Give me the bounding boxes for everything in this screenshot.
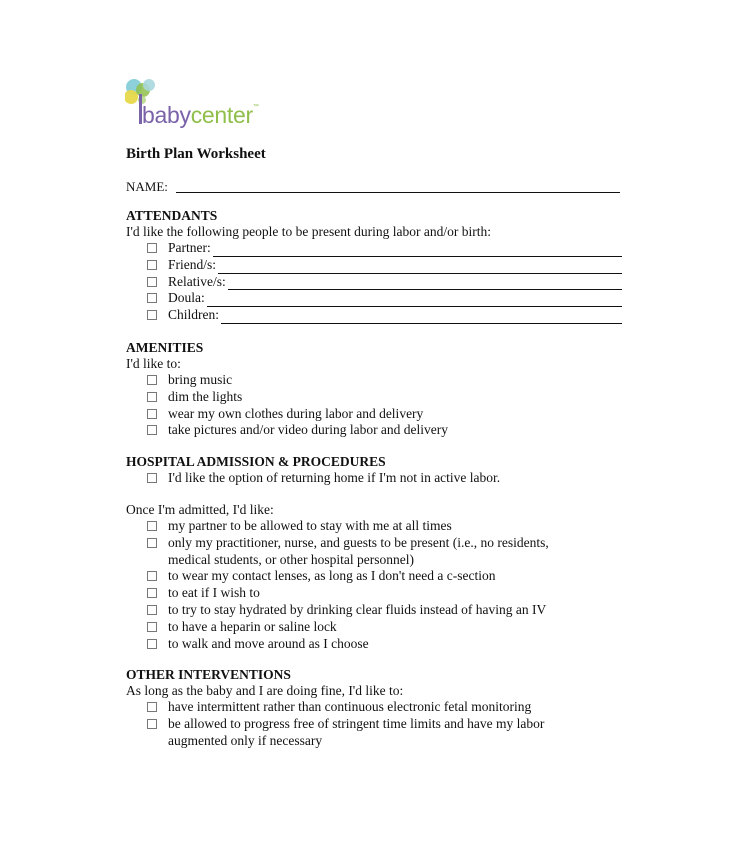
list-item: [126, 422, 646, 439]
interventions-heading: OTHER INTERVENTIONS: [126, 667, 291, 682]
list-item: [126, 568, 646, 585]
fill-in-line[interactable]: [221, 310, 622, 324]
fill-in-line[interactable]: [218, 260, 622, 274]
list-item: [126, 585, 646, 602]
checkbox[interactable]: [147, 571, 157, 581]
item-text: my partner to be allowed to stay with me at all times: [168, 518, 452, 533]
list-item: [126, 307, 622, 324]
checkbox[interactable]: [147, 277, 157, 287]
amenities-section: [126, 340, 646, 439]
item-text: dim the lights: [168, 388, 243, 404]
admitted-intro: Once I'm admitted, I'd like:: [126, 502, 274, 517]
list-item: [126, 290, 622, 307]
attendants-heading: ATTENDANTS: [126, 208, 218, 223]
hospital-section: [126, 454, 646, 487]
list-item: [126, 470, 646, 487]
list-item: [126, 699, 646, 716]
checkbox[interactable]: [147, 538, 157, 548]
list-item: [126, 518, 646, 535]
interventions-section: [126, 667, 646, 749]
list-item: [126, 716, 588, 750]
checkbox[interactable]: [147, 425, 157, 435]
admitted-section: [126, 502, 646, 652]
babycenter-logo: [125, 76, 295, 132]
checkbox[interactable]: [147, 375, 157, 385]
hospital-heading: HOSPITAL ADMISSION & PROCEDURES: [126, 454, 386, 469]
checkbox[interactable]: [147, 310, 157, 320]
checkbox[interactable]: [147, 588, 157, 598]
amenities-heading: AMENITIES: [126, 340, 204, 355]
field-label: Children:: [168, 307, 219, 323]
interventions-list: [126, 699, 646, 749]
attendants-list: [126, 240, 622, 324]
list-item: [126, 372, 646, 389]
name-field-line[interactable]: [176, 192, 620, 193]
field-label: Doula:: [168, 290, 205, 306]
list-item: [126, 406, 646, 423]
list-item: [126, 602, 646, 619]
amenities-list: [126, 372, 646, 439]
field-label: Friend/s:: [168, 256, 217, 272]
item-text: to wear my contact lenses, as long as I don't need a c-section: [168, 568, 496, 584]
fill-in-line[interactable]: [213, 243, 622, 257]
item-text: be allowed to progress free of stringent time limits and have my labor augmented only if necessary: [168, 715, 545, 748]
amenities-intro: I'd like to:: [126, 356, 181, 371]
attendants-intro: I'd like the following people to be present during labor and/or birth:: [126, 224, 491, 239]
item-text: only my practitioner, nurse, and guests to be present (i.e., no residents, medical students, or other hospital personnel): [168, 534, 549, 567]
page-title: Birth Plan Worksheet: [126, 146, 266, 162]
list-item: [126, 389, 646, 406]
checkbox[interactable]: [147, 702, 157, 712]
item-text: bring music: [168, 372, 233, 387]
checkbox[interactable]: [147, 605, 157, 615]
item-text: I'd like the option of returning home if I'm not in active labor.: [168, 470, 501, 485]
logo-wordmark: babycenter™: [142, 102, 259, 128]
interventions-intro: As long as the baby and I are doing fine, I'd like to:: [126, 683, 404, 698]
list-item: [126, 240, 622, 257]
name-label: NAME:: [126, 179, 168, 194]
item-text: wear my own clothes during labor and delivery: [168, 405, 424, 421]
checkbox[interactable]: [147, 243, 157, 253]
field-label: Partner:: [168, 240, 211, 255]
list-item: [126, 636, 646, 653]
checkbox[interactable]: [147, 260, 157, 270]
checkbox[interactable]: [147, 409, 157, 419]
item-text: to try to stay hydrated by drinking clear fluids instead of having an IV: [168, 601, 547, 617]
item-text: to have a heparin or saline lock: [168, 618, 337, 634]
checkbox[interactable]: [147, 622, 157, 632]
item-text: to walk and move around as I choose: [168, 635, 369, 651]
list-item: [126, 619, 646, 636]
item-text: take pictures and/or video during labor and delivery: [168, 422, 449, 438]
admitted-list: [126, 518, 646, 652]
checkbox[interactable]: [147, 473, 157, 483]
attendants-section: [126, 208, 646, 324]
checkbox[interactable]: [147, 392, 157, 402]
field-label: Relative/s:: [168, 273, 226, 289]
hospital-list: [126, 470, 646, 487]
checkbox[interactable]: [147, 293, 157, 303]
checkbox[interactable]: [147, 639, 157, 649]
fill-in-line[interactable]: [207, 293, 622, 307]
item-text: have intermittent rather than continuous electronic fetal monitoring: [168, 699, 532, 714]
item-text: to eat if I wish to: [168, 585, 260, 601]
list-item: [126, 274, 622, 291]
list-item: [126, 257, 622, 274]
checkbox[interactable]: [147, 719, 157, 729]
list-item: [126, 535, 588, 569]
checkbox[interactable]: [147, 521, 157, 531]
fill-in-line[interactable]: [228, 276, 622, 290]
